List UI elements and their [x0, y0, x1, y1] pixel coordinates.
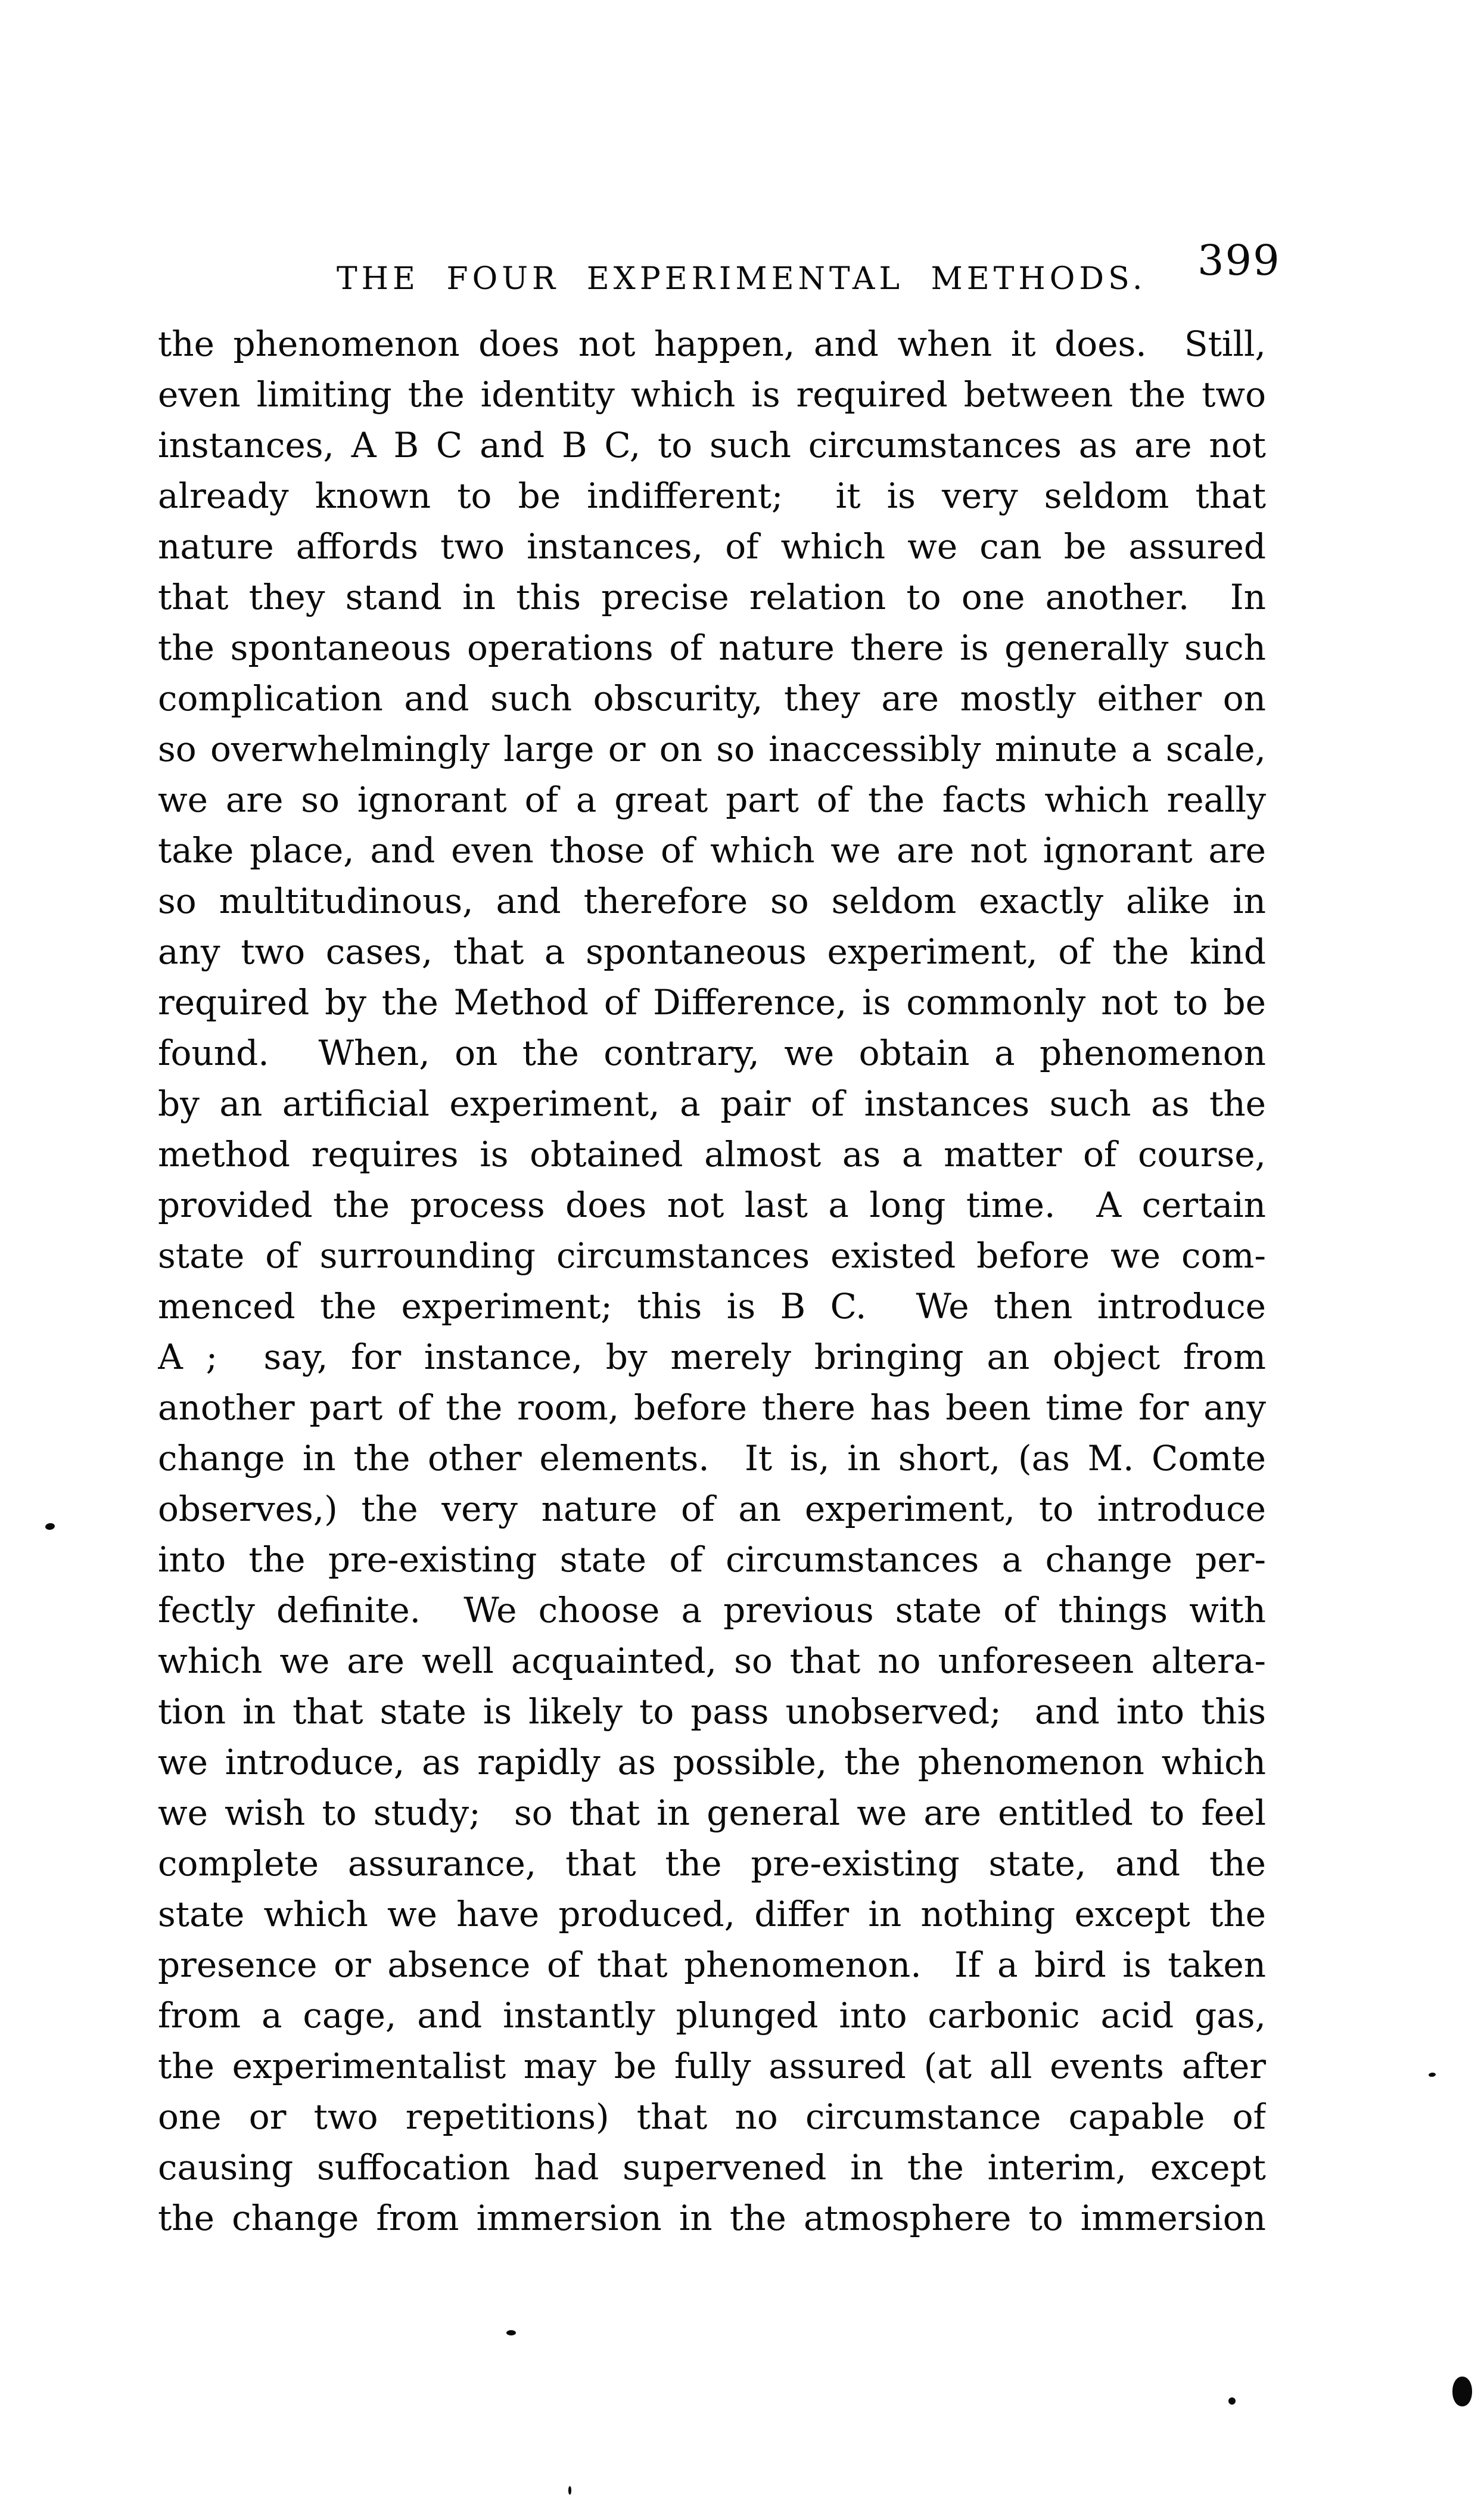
text-line: tion in that state is likely to pass unobserved; and into this	[158, 1691, 1266, 1732]
ink-speck-bottom-right	[1228, 2397, 1236, 2405]
text-line: A ; say, for instance, by merely bringing an object from	[158, 1337, 1266, 1377]
text-line: one or two repetitions) that no circumstance capable of	[158, 2096, 1266, 2137]
text-line: instances, A B C and B C, to such circumstances as are not	[158, 425, 1266, 465]
text-line: state of surrounding circumstances existed before we com-	[158, 1235, 1266, 1276]
text-line: nature affords two instances, of which we can be assured	[158, 526, 1266, 567]
text-line: causing suffocation had supervened in the interim, except	[158, 2147, 1266, 2188]
text-line: presence or absence of that phenomenon. If a bird is taken	[158, 1945, 1266, 1985]
text-line: even limiting the identity which is required between the two	[158, 374, 1266, 415]
text-line: the spontaneous operations of nature there is generally such	[158, 628, 1266, 668]
text-line: menced the experiment; this is B C. We then introduce	[158, 1286, 1266, 1327]
text-line: complication and such obscurity, they are mostly either on	[158, 678, 1266, 719]
text-line: observes,) the very nature of an experiment, to introduce	[158, 1489, 1266, 1529]
text-line: found. When, on the contrary, we obtain a phenomenon	[158, 1033, 1266, 1073]
ink-speck-right-margin	[1429, 2072, 1436, 2077]
text-line: the phenomenon does not happen, and when it does. Still,	[158, 324, 1266, 364]
ink-speck-left-margin	[45, 1523, 55, 1530]
text-line: fectly definite. We choose a previous state of things with	[158, 1590, 1266, 1630]
text-line: we are so ignorant of a great part of the facts which really	[158, 779, 1266, 820]
page-number: 399	[1197, 236, 1281, 285]
text-line: any two cases, that a spontaneous experiment, of the kind	[158, 931, 1266, 972]
text-line: state which we have produced, differ in nothing except the	[158, 1894, 1266, 1934]
text-line: the experimentalist may be fully assured (at all events after	[158, 2046, 1266, 2086]
text-line: into the pre-existing state of circumstances a change per-	[158, 1539, 1266, 1580]
text-line: provided the process does not last a long time. A certain	[158, 1185, 1266, 1225]
running-header: THE FOUR EXPERIMENTAL METHODS.	[337, 261, 1147, 297]
text-line: take place, and even those of which we are not ignorant are	[158, 830, 1266, 871]
text-line: we wish to study; so that in general we are entitled to feel	[158, 1793, 1266, 1833]
text-line: method requires is obtained almost as a matter of course,	[158, 1134, 1266, 1175]
text-line: we introduce, as rapidly as possible, the phenomenon which	[158, 1742, 1266, 1782]
ink-speck-bottom-center	[568, 2486, 571, 2495]
ink-speck-below-text	[506, 2330, 516, 2335]
body-text	[158, 319, 1266, 2244]
text-line: another part of the room, before there has been time for any	[158, 1387, 1266, 1428]
text-line: from a cage, and instantly plunged into carbonic acid gas,	[158, 1995, 1266, 2036]
text-line: by an artificial experiment, a pair of instances such as the	[158, 1083, 1266, 1124]
text-line: which we are well acquainted, so that no unforeseen altera-	[158, 1641, 1266, 1681]
ink-blot-right-edge	[1452, 2377, 1472, 2406]
text-line: so overwhelmingly large or on so inaccessibly minute a scale,	[158, 729, 1266, 769]
text-line: already known to be indifferent; it is very seldom that	[158, 476, 1266, 516]
text-line: change in the other elements. It is, in short, (as M. Comte	[158, 1438, 1266, 1479]
text-line: the change from immersion in the atmosphere to immersion	[158, 2198, 1266, 2238]
text-line: so multitudinous, and therefore so seldom exactly alike in	[158, 881, 1266, 921]
text-line: that they stand in this precise relation to one another. In	[158, 577, 1266, 617]
text-line: complete assurance, that the pre-existing state, and the	[158, 1843, 1266, 1884]
text-line: required by the Method of Difference, is commonly not to be	[158, 982, 1266, 1023]
